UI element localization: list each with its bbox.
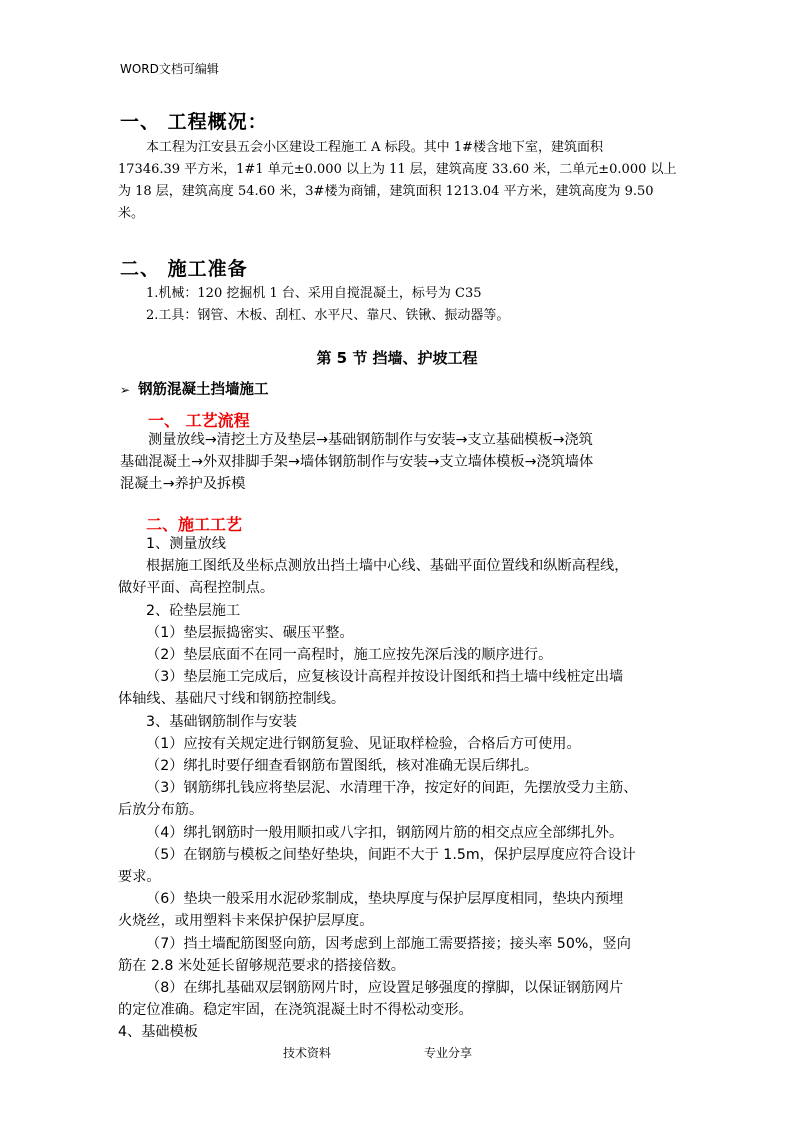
body-line: 1.机械：120 挖掘机 1 台、采用自搅混凝土，标号为 C35 <box>146 286 482 301</box>
section-1-title: 一、 工程概况： <box>120 111 268 133</box>
body-line: （5）在钢筋与模板之间垫好垫块，间距不大于 1.5m，保护层厚度应符合设计 <box>146 846 636 863</box>
body-line: 17346.39 平方米，1#1 单元±0.000 以上为 11 层，建筑高度 33.60 米，二单元±0.000 以上 <box>118 162 677 177</box>
technique-body <box>118 533 683 1044</box>
body-line: 1、测量放线 <box>146 536 226 552</box>
section-1-body <box>118 137 678 225</box>
body-line: （2）绑扎时要仔细查看钢筋布置图纸，核对准确无误后绑扎。 <box>146 758 539 775</box>
subsection-title: 钢筋混凝土挡墙施工 <box>138 382 269 398</box>
body-line: 火烧丝，或用塑料卡来保护保护层厚度。 <box>118 913 374 930</box>
body-line: 后放分布筋。 <box>118 802 204 819</box>
body-line: （2）垫层底面不在同一高程时，施工应按先深后浅的顺序进行。 <box>146 647 553 664</box>
section-2-body <box>146 283 706 327</box>
technique-title: 二、施工工艺 <box>146 515 243 534</box>
body-line: 米。 <box>118 206 145 221</box>
body-line: 的定位准确。稳定牢固，在浇筑混凝土时不得松动变形。 <box>118 1002 473 1019</box>
page-header: WORD文档可编辑 <box>120 62 219 76</box>
process-title: 一、 工艺流程 <box>148 411 250 430</box>
body-line: （6）垫块一般采用水泥砂浆制成，垫块厚度与保护层厚度相同，垫块内预埋 <box>146 891 624 908</box>
body-line: 做好平面、高程控制点。 <box>118 580 275 597</box>
body-line: 基础混凝土→外双排脚手架→墙体钢筋制作与安装→支立墙体模板→浇筑墙体 <box>120 454 594 471</box>
body-line: 要求。 <box>118 869 161 886</box>
process-body <box>120 429 685 496</box>
section-2-title: 二、 施工准备 <box>120 258 248 280</box>
body-line: 混凝土→养护及拆模 <box>120 476 246 493</box>
body-line: （1）垫层振捣密实、碾压平整。 <box>146 624 354 641</box>
body-line: 体轴线、基础尺寸线和钢筋控制线。 <box>118 691 346 708</box>
body-line: 筋在 2.8 米处延长留够规范要求的搭接倍数。 <box>118 957 405 974</box>
subsection-heading <box>120 378 269 399</box>
body-line: （8）在绑扎基础双层钢筋网片时，应设置足够强度的撑脚，以保证钢筋网片 <box>146 980 624 997</box>
body-line: （3）钢筋绑扎钱应将垫层泥、水清理干净，按定好的间距，先摆放受力主筋、 <box>146 780 638 797</box>
footer-right: 专业分享 <box>424 1046 473 1060</box>
body-line: 为 18 层，建筑高度 54.60 米，3#楼为商铺，建筑面积 1213.04 平方米，建筑高度为 9.50 <box>118 184 654 199</box>
body-line: （3）垫层施工完成后，应复核设计高程并按设计图纸和挡土墙中线桩定出墙 <box>146 669 624 686</box>
body-line: 本工程为江安县五会小区建设工程施工 A 标段。其中 1#楼含地下室，建筑面积 <box>146 140 603 155</box>
body-line: （4）绑扎钢筋时一般用顺扣或八字扣，钢筋网片筋的相交点应全部绑扎外。 <box>146 824 624 841</box>
body-line: 3、基础钢筋制作与安装 <box>146 713 297 730</box>
chapter-title: 第 5 节 挡墙、护坡工程 <box>316 349 478 367</box>
body-line: （1）应按有关规定进行钢筋复验、见证取样检验，合格后方可使用。 <box>146 735 581 752</box>
body-line: 2、砼垫层施工 <box>146 602 241 619</box>
body-line: 2.工具：钢管、木板、刮杠、水平尺、靠尺、铁锹、振动器等。 <box>146 308 510 323</box>
body-line: 4、基础模板 <box>118 1024 198 1041</box>
body-line: （7）挡土墙配筋图竖向筋，因考虑到上部施工需要搭接；接头率 50%，竖向 <box>146 935 631 952</box>
body-line: 根据施工图纸及坐标点测放出挡土墙中心线、基础平面位置线和纵断高程线， <box>146 558 629 575</box>
body-line: 测量放线→清挖土方及垫层→基础钢筋制作与安装→支立基础模板→浇筑 <box>148 432 593 448</box>
footer-left: 技术资料 <box>283 1046 332 1060</box>
bullet-arrow-icon: ➢ <box>120 383 131 397</box>
